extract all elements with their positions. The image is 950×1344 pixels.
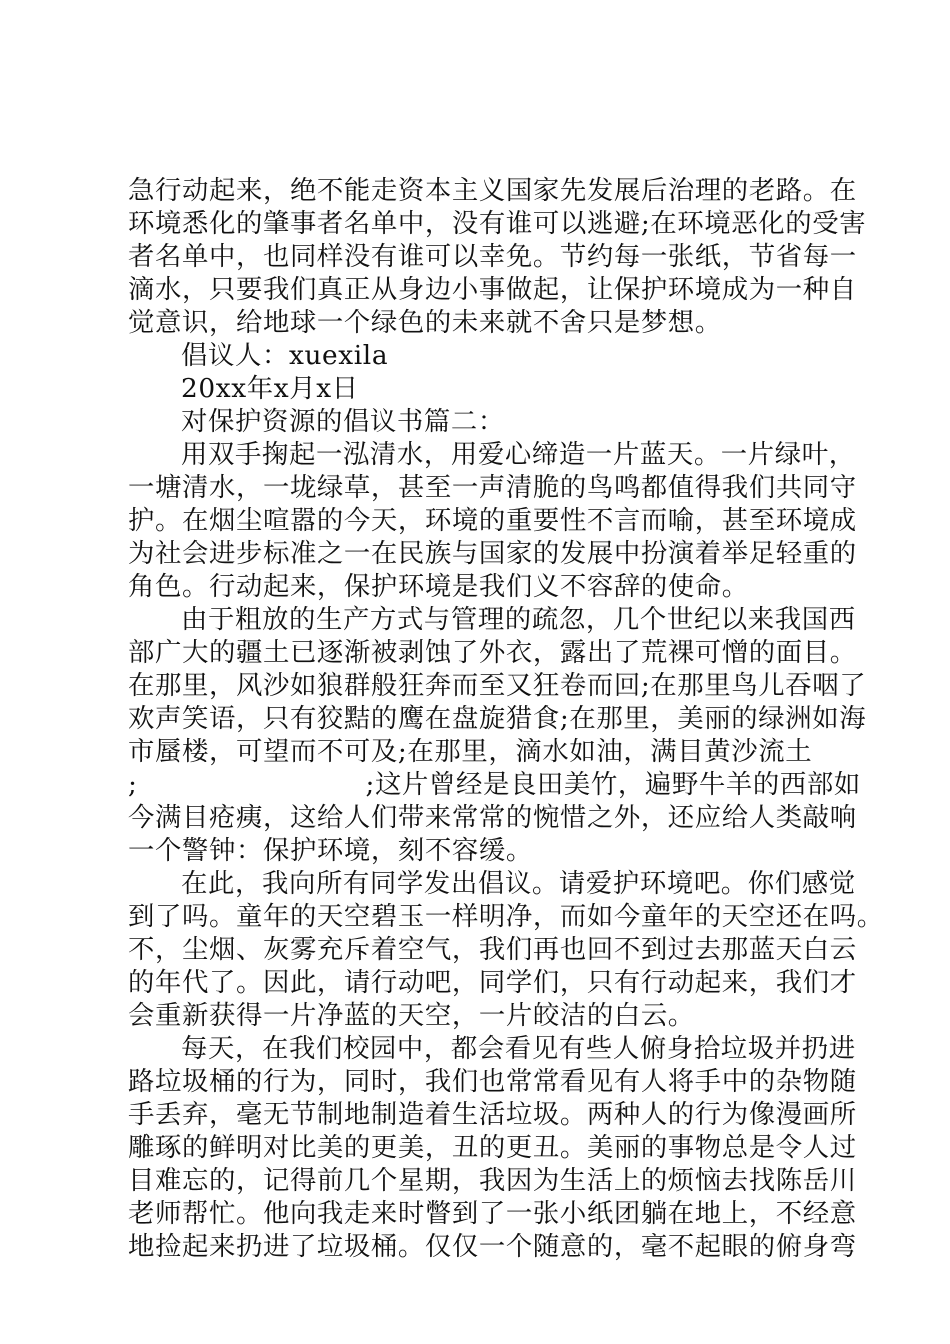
date-line: 20xx年x月x日 (181, 373, 359, 404)
text-line: 手丢弃，毫无节制地制造着生活垃圾。两种人的行为像漫画所 (128, 1099, 857, 1130)
text-line: 一个警钟：保护环境，刻不容缓。 (128, 835, 533, 866)
text-line: 会重新获得一片净蓝的天空，一片皎洁的白云。 (128, 1000, 695, 1031)
text-fragment: ;这片曾经是良田美竹，遍野牛羊的西部如 (365, 769, 861, 800)
text-line: 的年代了。因此，请行动吧，同学们，只有行动起来，我们才 (128, 967, 857, 998)
paragraph-start: 在此，我向所有同学发出倡议。请爱护环境吧。你们感觉 (181, 868, 856, 899)
text-line: 欢声笑语，只有狡黠的鹰在盘旋猎食;在那里，美丽的绿洲如海 (128, 703, 867, 734)
text-line: 市蜃楼，可望而不可及;在那里，滴水如油，满目黄沙流土 (128, 736, 813, 767)
text-line: 目难忘的，记得前几个星期，我因为生活上的烦恼去找陈岳川 (128, 1165, 857, 1196)
paragraph-start: 每天，在我们校园中，都会看见有些人俯身拾垃圾并扔进 (181, 1033, 856, 1064)
text-line: 者名单中，也同样没有谁可以幸免。节约每一张纸，节省每一 (128, 241, 857, 272)
text-line: 急行动起来，绝不能走资本主义国家先发展后治理的老路。在 (128, 175, 857, 206)
text-line: 环境悉化的肇事者名单中，没有谁可以逃避;在环境恶化的受害 (128, 208, 867, 239)
text-line: 到了吗。童年的天空碧玉一样明净，而如今童年的天空还在吗。 (128, 901, 884, 932)
text-line: 今满目疮痍，这给人们带来常常的惋惜之外，还应给人类敲响 (128, 802, 857, 833)
text-line: 路垃圾桶的行为，同时，我们也常常看见有人将手中的杂物随 (128, 1066, 857, 1097)
text-fragment: ; (128, 769, 138, 800)
document-body (128, 174, 884, 1263)
text-line: 角色。行动起来，保护环境是我们义不容辞的使命。 (128, 571, 749, 602)
text-line: 地捡起来扔进了垃圾桶。仅仅一个随意的，毫不起眼的俯身弯 (128, 1231, 857, 1262)
text-line: 不，尘烟、灰雾充斥着空气，我们再也回不到过去那蓝天白云 (128, 934, 857, 965)
text-line: 部广大的疆土已逐渐被剥蚀了外衣，露出了荒裸可憎的面目。 (128, 637, 857, 668)
text-line: 在那里，风沙如狼群般狂奔而至又狂卷而回;在那里鸟儿吞咽了 (128, 670, 867, 701)
text-line: 护。在烟尘喧嚣的今天，环境的重要性不言而喻，甚至环境成 (128, 505, 857, 536)
text-line: 雕琢的鲜明对比美的更美，丑的更丑。美丽的事物总是令人过 (128, 1132, 857, 1163)
section-heading: 对保护资源的倡议书篇二： (181, 406, 505, 437)
text-line: 滴水，只要我们真正从身边小事做起，让保护环境成为一种自 (128, 274, 857, 305)
text-line: 觉意识，给地球一个绿色的未来就不舍只是梦想。 (128, 307, 722, 338)
text-line: 一塘清水，一垅绿草，甚至一声清脆的鸟鸣都值得我们共同守 (128, 472, 857, 503)
text-line: 老师帮忙。他向我走来时瞥到了一张小纸团躺在地上，不经意 (128, 1198, 857, 1229)
text-line (128, 768, 861, 801)
paragraph-start: 由于粗放的生产方式与管理的疏忽，几个世纪以来我国西 (181, 604, 856, 635)
text-line: 为社会进步标准之一在民族与国家的发展中扮演着举足轻重的 (128, 538, 857, 569)
signature-line: 倡议人：xuexila (181, 340, 389, 371)
paragraph-start: 用双手掬起一泓清水，用爱心缔造一片蓝天。一片绿叶， (181, 439, 856, 470)
